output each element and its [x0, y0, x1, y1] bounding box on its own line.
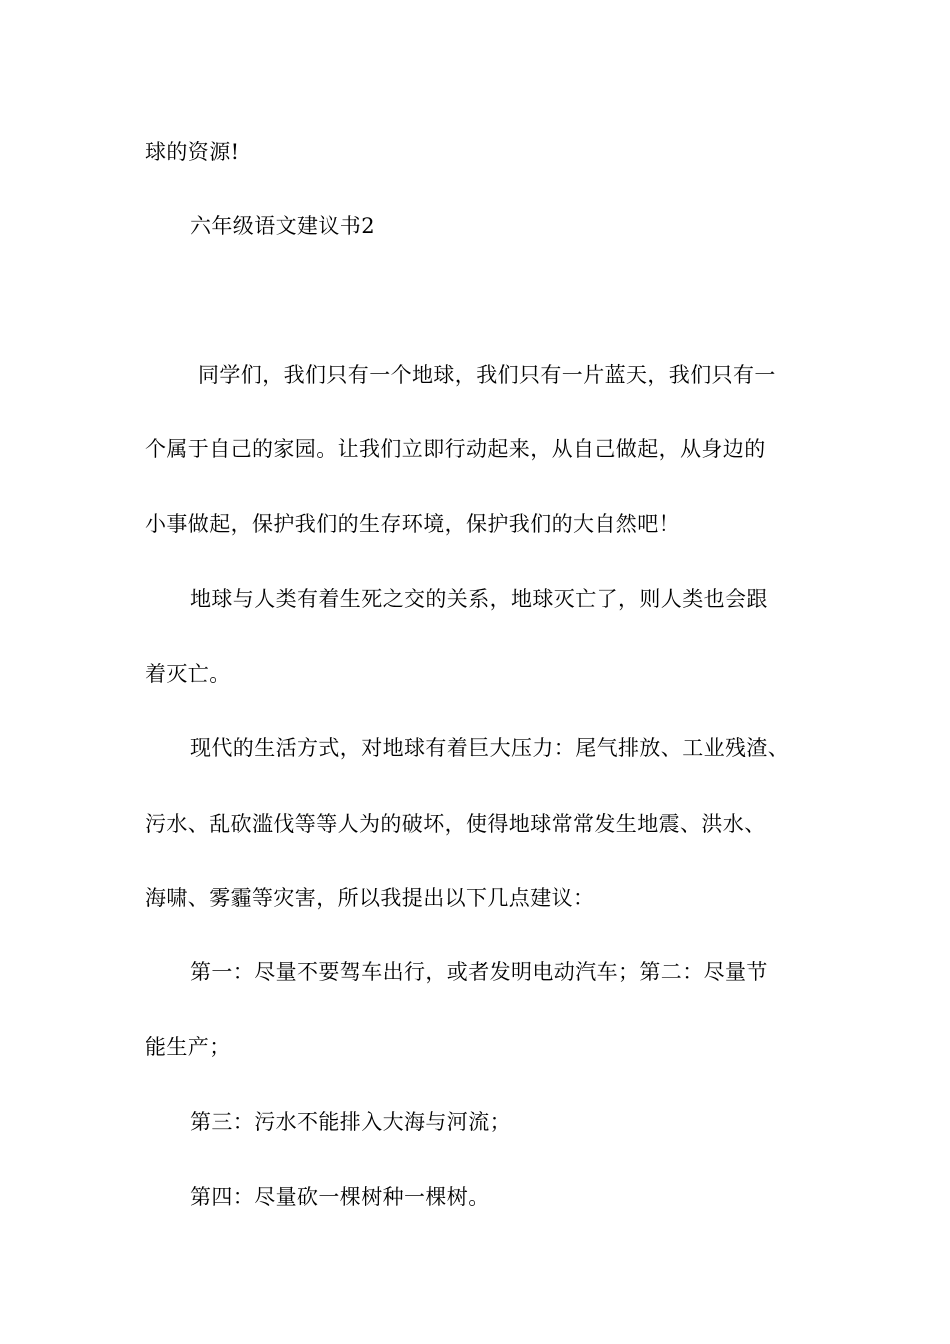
paragraph-line: 第三：污水不能排入大海与河流； — [190, 1110, 511, 1134]
paragraph-line: 污水、乱砍滥伐等等人为的破坏，使得地球常常发生地震、洪水、 — [145, 812, 766, 836]
paragraph-line: 海啸、雾霾等灾害，所以我提出以下几点建议： — [145, 886, 595, 910]
paragraph-line: 现代的生活方式，对地球有着巨大压力：尾气排放、工业残渣、 — [190, 736, 790, 760]
paragraph-line: 个属于自己的家园。让我们立即行动起来，从自己做起，从身边的 — [145, 437, 766, 461]
section-heading: 六年级语文建议书2 — [190, 214, 375, 238]
paragraph-line: 同学们，我们只有一个地球，我们只有一片蓝天，我们只有一 — [198, 363, 776, 387]
paragraph-line: 着灭亡。 — [145, 662, 231, 686]
paragraph-line: 第一：尽量不要驾车出行，或者发明电动汽车；第二：尽量节 — [190, 960, 768, 984]
text-line: 球的资源! — [145, 140, 240, 164]
paragraph-line: 小事做起，保护我们的生存环境，保护我们的大自然吧！ — [145, 512, 680, 536]
paragraph-line: 能生产； — [145, 1035, 231, 1059]
paragraph-line: 地球与人类有着生死之交的关系，地球灭亡了，则人类也会跟 — [190, 587, 768, 611]
paragraph-line: 第四：尽量砍一棵树种一棵树。 — [190, 1185, 490, 1209]
